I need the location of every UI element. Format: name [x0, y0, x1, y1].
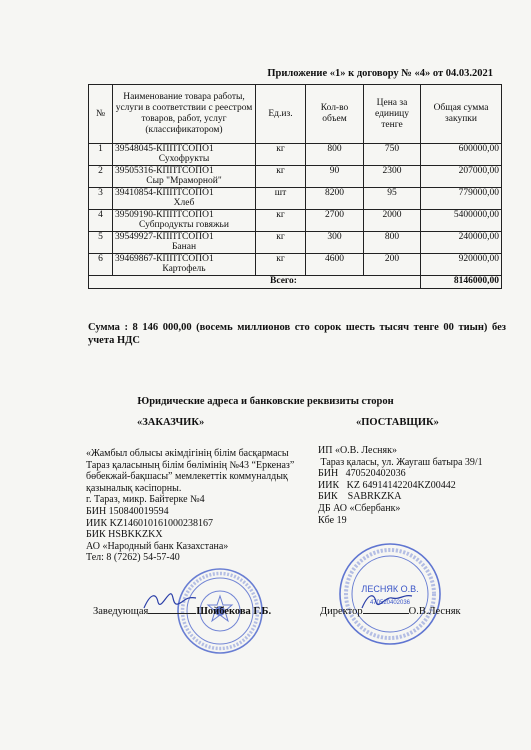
row-num: 5: [89, 232, 113, 254]
section-title: Юридические адреса и банковские реквизиты сторон: [137, 396, 394, 407]
row-item: [113, 166, 256, 188]
row-unit: кг: [256, 254, 306, 276]
row-qty: 300: [306, 232, 364, 254]
row-qty: 800: [306, 144, 364, 166]
table-row: [89, 232, 502, 254]
row-num: 2: [89, 166, 113, 188]
row-unit: кг: [256, 232, 306, 254]
col-header-qty: Кол-во объем: [306, 85, 364, 144]
customer-line: ИИК KZ146010161000238167: [86, 517, 213, 529]
col-header-unit: Ед.из.: [256, 85, 306, 144]
row-total: 600000,00: [421, 144, 502, 166]
row-price: 2300: [364, 166, 421, 188]
item-name: Банан: [171, 242, 197, 252]
item-code: 39410854-КППТСОПО1: [115, 188, 214, 198]
stamp-name: ЛЕСНЯК О.В.: [361, 584, 419, 594]
col-header-total: Общая сумма закупки: [421, 85, 502, 144]
row-total: 779000,00: [421, 188, 502, 210]
customer-line: Тел: 8 (7262) 54-57-40: [86, 552, 180, 564]
col-header-name: Наименование товара работы, услуги в соответствии с реестром товаров, работ, услуг (классификатором): [113, 85, 256, 144]
supplier-line: БИК SABRKZKA: [318, 491, 402, 503]
supplier-details: [318, 445, 518, 526]
row-unit: кг: [256, 166, 306, 188]
customer-details: [86, 448, 301, 564]
row-item: [113, 188, 256, 210]
row-total: 920000,00: [421, 254, 502, 276]
row-total: 5400000,00: [421, 210, 502, 232]
row-total: 207000,00: [421, 166, 502, 188]
customer-sign-role: Заведующая: [93, 606, 149, 617]
row-qty: 2700: [306, 210, 364, 232]
customer-line: г. Тараз, микр. Байтерке №4: [86, 494, 205, 506]
item-code: 39549927-КППТСОПО1: [115, 232, 214, 242]
table-row: [89, 210, 502, 232]
customer-line: Тараз қаласының білім бөлімінің №43 “Еркеназ”: [86, 459, 295, 471]
item-name: Сыр "Мраморной": [146, 176, 222, 186]
row-num: 6: [89, 254, 113, 276]
row-qty: 4600: [306, 254, 364, 276]
customer-line: БИК HSBKKZKX: [86, 529, 163, 541]
row-num: 3: [89, 188, 113, 210]
row-total: 240000,00: [421, 232, 502, 254]
row-num: 1: [89, 144, 113, 166]
customer-line: «Жамбыл облысы әкімдігінің білім басқармасы: [86, 448, 289, 459]
total-label: Всего:: [89, 276, 421, 289]
row-qty: 8200: [306, 188, 364, 210]
table-row: [89, 144, 502, 166]
item-code: 39469867-КППТСОПО1: [115, 254, 214, 264]
stamp-id: 470520402036: [369, 600, 411, 606]
supplier-title: «ПОСТАВЩИК»: [356, 417, 439, 428]
row-item: [113, 210, 256, 232]
supplier-line: Тараз қаласы, ул. Жаугаш батыра 39/1: [318, 456, 483, 468]
customer-line: АО «Народный банк Казахстана»: [86, 540, 229, 552]
row-price: 800: [364, 232, 421, 254]
supplier-line: ИП «О.В. Лесняк»: [318, 445, 397, 456]
supplier-line: БИН 470520402036: [318, 468, 406, 480]
table-header-row: [89, 85, 502, 144]
item-code: 39548045-КППТСОПО1: [115, 144, 214, 154]
row-item: [113, 144, 256, 166]
col-header-num: №: [89, 85, 113, 144]
item-code: 39509190-КППТСОПО1: [115, 210, 214, 220]
appendix-title: Приложение «1» к договору № «4» от 04.03.2021: [267, 68, 493, 79]
row-unit: кг: [256, 210, 306, 232]
row-item: [113, 232, 256, 254]
customer-title: «ЗАКАЗЧИК»: [137, 417, 205, 428]
item-name: Субпродукты говяжьи: [139, 220, 229, 230]
row-unit: кг: [256, 144, 306, 166]
row-price: 95: [364, 188, 421, 210]
col-header-price: Цена за единицу тенге: [364, 85, 421, 144]
row-price: 750: [364, 144, 421, 166]
item-name: Сухофрукты: [158, 154, 210, 164]
customer-line: қазыналық кәсіпорны.: [86, 482, 182, 494]
total-value: 8146000,00: [421, 276, 502, 289]
item-name: Картофель: [162, 264, 206, 274]
table-total-row: [89, 276, 502, 289]
table-row: [89, 254, 502, 276]
row-qty: 90: [306, 166, 364, 188]
goods-table: [88, 84, 502, 289]
row-unit: шт: [256, 188, 306, 210]
supplier-line: ИИК KZ 64914142204KZ00442: [318, 479, 456, 491]
customer-line: БИН 150840019594: [86, 505, 169, 517]
sum-in-words: Сумма : 8 146 000,00 (восемь миллионов сто сорок шесть тысяч тенге 00 тиын) без учета НДС: [88, 322, 506, 346]
supplier-signature-scribble: [360, 590, 414, 614]
item-name: Хлеб: [173, 198, 195, 208]
supplier-line: Кбе 19: [318, 514, 347, 526]
table-row: [89, 188, 502, 210]
customer-line: бөбекжай-бақшасы” мемлекеттік коммуналдық: [86, 471, 288, 483]
supplier-sign-name: О.В.Лесняк: [408, 606, 461, 617]
customer-sign-name: Шойбекова Г.Б.: [196, 606, 272, 617]
row-price: 2000: [364, 210, 421, 232]
row-price: 200: [364, 254, 421, 276]
row-num: 4: [89, 210, 113, 232]
supplier-sign-role: Директор: [320, 606, 363, 617]
row-item: [113, 254, 256, 276]
item-code: 39505316-КППТСОПО1: [115, 166, 214, 176]
supplier-line: ДБ АО «Сбербанк»: [318, 502, 401, 514]
customer-signature-scribble: [140, 588, 200, 616]
table-row: [89, 166, 502, 188]
